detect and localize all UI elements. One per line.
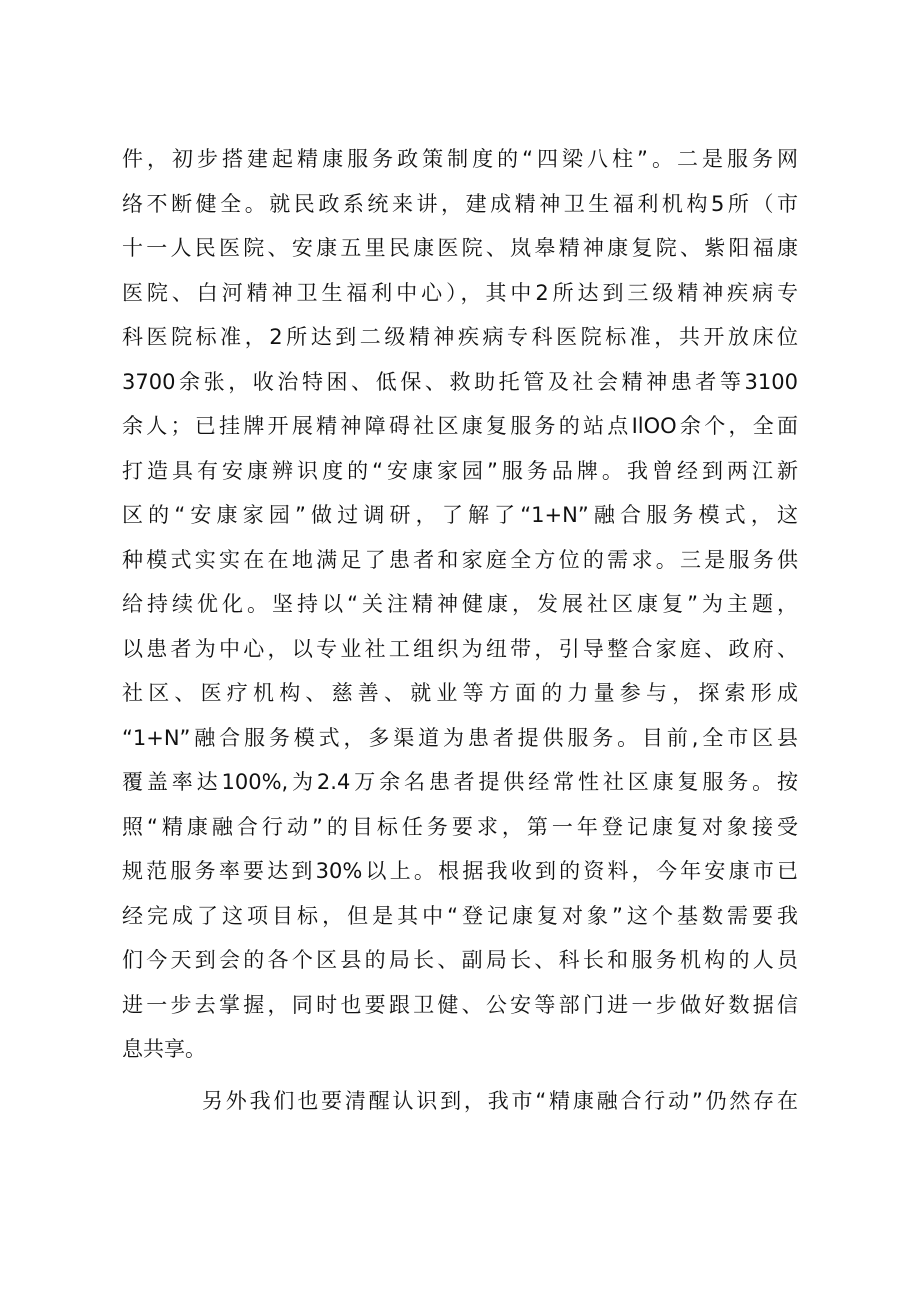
text-line: 息共享。 (122, 1037, 206, 1061)
text-line: 区的“安康家园”做过调研，了解了“1+N”融合服务模式，这 (122, 503, 798, 527)
paragraph-1 (122, 137, 798, 1072)
text-line: 经完成了这项目标，但是其中“登记康复对象”这个基数需要我 (122, 903, 798, 928)
text-line: 社区、医疗机构、慈善、就业等方面的力量参与，探索形成 (122, 681, 798, 705)
text-line: 十一人民医院、安康五里民康医院、岚皋精神康复院、紫阳福康 (122, 236, 798, 260)
text-line: 件，初步搭建起精康服务政策制度的“四梁八柱”。二是服务网 (122, 147, 798, 171)
text-line: 科医院标准，2所达到二级精神疾病专科医院标准，共开放床位 (122, 325, 798, 349)
text-line: 覆盖率达100%,为2.4万余名患者提供经常性社区康复服务。按 (122, 770, 798, 794)
text-line: 进一步去掌握，同时也要跟卫健、公安等部门进一步做好数据信 (122, 992, 798, 1017)
text-line: 络不断健全。就民政系统来讲，建成精神卫生福利机构5所（市 (122, 191, 798, 216)
text-line: 以患者为中心，以专业社工组织为纽带，引导整合家庭、政府、 (122, 636, 798, 661)
text-line: 给持续优化。坚持以“关注精神健康，发展社区康复”为主题， (122, 592, 798, 616)
text-line: 另外我们也要清醒认识到，我市“精康融合行动”仍然存在 (202, 1088, 798, 1113)
body-text (122, 137, 798, 1123)
paragraph-2 (122, 1079, 798, 1124)
paragraph-gap (122, 1072, 798, 1079)
text-line: 照“精康融合行动”的目标任务要求，第一年登记康复对象接受 (122, 814, 798, 839)
text-line: 们今天到会的各个区县的局长、副局长、科长和服务机构的人员 (122, 948, 798, 972)
text-line: 规范服务率要达到30%以上。根据我收到的资料，今年安康市已 (122, 859, 798, 883)
text-line: “1+N”融合服务模式，多渠道为患者提供服务。目前,全市区县 (122, 725, 798, 750)
text-line: 医院、白河精神卫生福利中心），其中2所达到三级精神疾病专 (122, 280, 798, 305)
text-line: 3700余张，收治特困、低保、救助托管及社会精神患者等3100 (122, 369, 798, 394)
text-line: 种模式实实在在地满足了患者和家庭全方位的需求。三是服务供 (122, 547, 798, 572)
text-line: 打造具有安康辨识度的“安康家园”服务品牌。我曾经到两江新 (122, 458, 798, 483)
text-line: 余人；已挂牌开展精神障碍社区康复服务的站点IlOO余个，全面 (122, 414, 798, 438)
